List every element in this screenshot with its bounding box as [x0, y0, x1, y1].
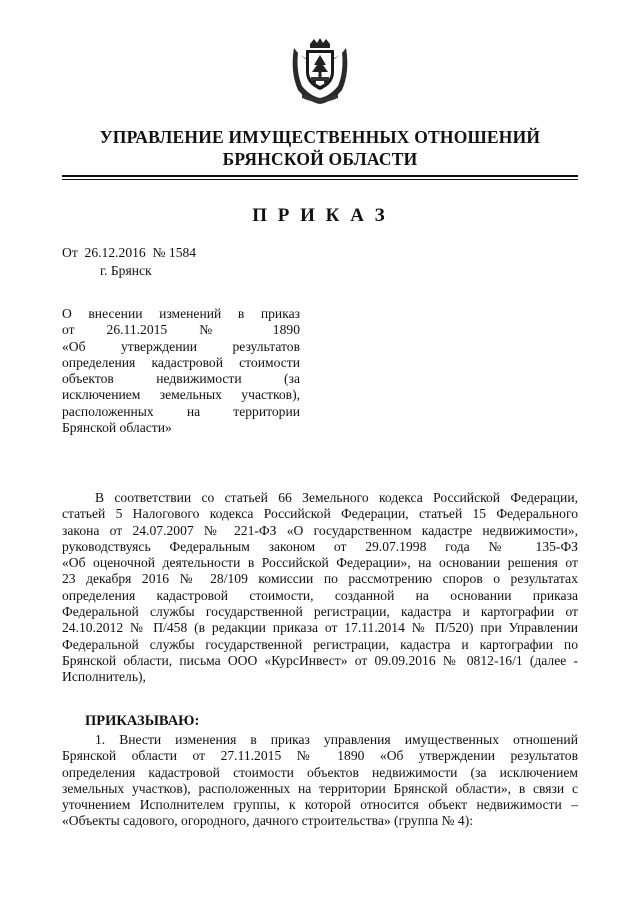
header-divider-thin: [62, 179, 578, 180]
document-date-number: От 26.12.2016 № 1584: [62, 245, 197, 260]
preamble-line: руководствуясь Федеральным законом от 29.07.1998 года № 135-ФЗ: [62, 538, 578, 554]
preamble-line: 24.10.2012 № П/458 (в редакции приказа от 17.11.2014 № П/520) при Управлении: [62, 620, 578, 636]
subject-line: определения кадастровой стоимости: [62, 354, 300, 370]
order-subject: [62, 306, 300, 436]
preamble-line: Брянской области, письма ООО «КурсИнвест» от 09.09.2016 № 0812-16/1 (далее -: [62, 652, 578, 668]
bryansk-coat-of-arms-icon: [288, 38, 352, 106]
item-line: определения кадастровой стоимости объектов недвижимости (за исключением: [62, 764, 578, 780]
preamble-line: закона от 24.07.2007 № 221-ФЗ «О государственном кадастре недвижимости»,: [62, 522, 578, 538]
item-line: земельных участков), расположенных на территории Брянской области», в связи с: [62, 780, 578, 796]
item-line: Брянской области от 27.11.2015 № 1890 «Об утверждении результатов: [62, 748, 578, 764]
document-city: г. Брянск: [100, 263, 152, 278]
preamble-line: определения кадастровой стоимости, созданной на основании приказа: [62, 587, 578, 603]
organization-name: УПРАВЛЕНИЕ ИМУЩЕСТВЕННЫХ ОТНОШЕНИЙ: [99, 127, 541, 147]
organization-region: БРЯНСКОЙ ОБЛАСТИ: [222, 149, 418, 169]
subject-line: от 26.11.2015 № 1890: [62, 322, 300, 338]
order-heading: ПРИКАЗЫВАЮ:: [85, 713, 200, 729]
preamble-paragraph: [62, 490, 578, 686]
subject-line: объектов недвижимости (за: [62, 371, 300, 387]
subject-line: расположенных на территории: [62, 403, 300, 419]
item-line: 1. Внести изменения в приказ управления имущественных отношений: [95, 732, 578, 747]
subject-line: О внесении изменений в приказ: [62, 306, 300, 321]
subject-line: исключением земельных участков),: [62, 387, 300, 403]
preamble-line: «Об оценочной деятельности в Российской Федерации», на основании решения от: [62, 555, 578, 571]
subject-line: «Об утверждении результатов: [62, 338, 300, 354]
header-divider: [62, 175, 578, 177]
preamble-line: Исполнитель),: [62, 669, 146, 685]
item-line: «Объекты садового, огородного, дачного строительства» (группа № 4):: [62, 813, 474, 829]
item-line: уточнением Исполнителем группы, к которой относится объект недвижимости –: [62, 797, 578, 813]
preamble-line: В соответствии со статьей 66 Земельного кодекса Российской Федерации,: [95, 490, 578, 505]
order-item-1: [62, 732, 578, 830]
subject-line: Брянской области»: [62, 420, 172, 436]
preamble-line: 23 декабря 2016 № 28/109 комиссии по рассмотрению споров о результатах: [62, 571, 578, 587]
preamble-line: Федеральной службы государственной регистрации, кадастра и картографии по: [62, 636, 578, 652]
preamble-line: Федеральной службы государственной регистрации, кадастра и картографии от: [62, 604, 578, 620]
preamble-line: статьей 5 Налогового кодекса Российской Федерации, статьей 15 Федерального: [62, 506, 578, 522]
document-type: П Р И К А З: [252, 205, 388, 226]
